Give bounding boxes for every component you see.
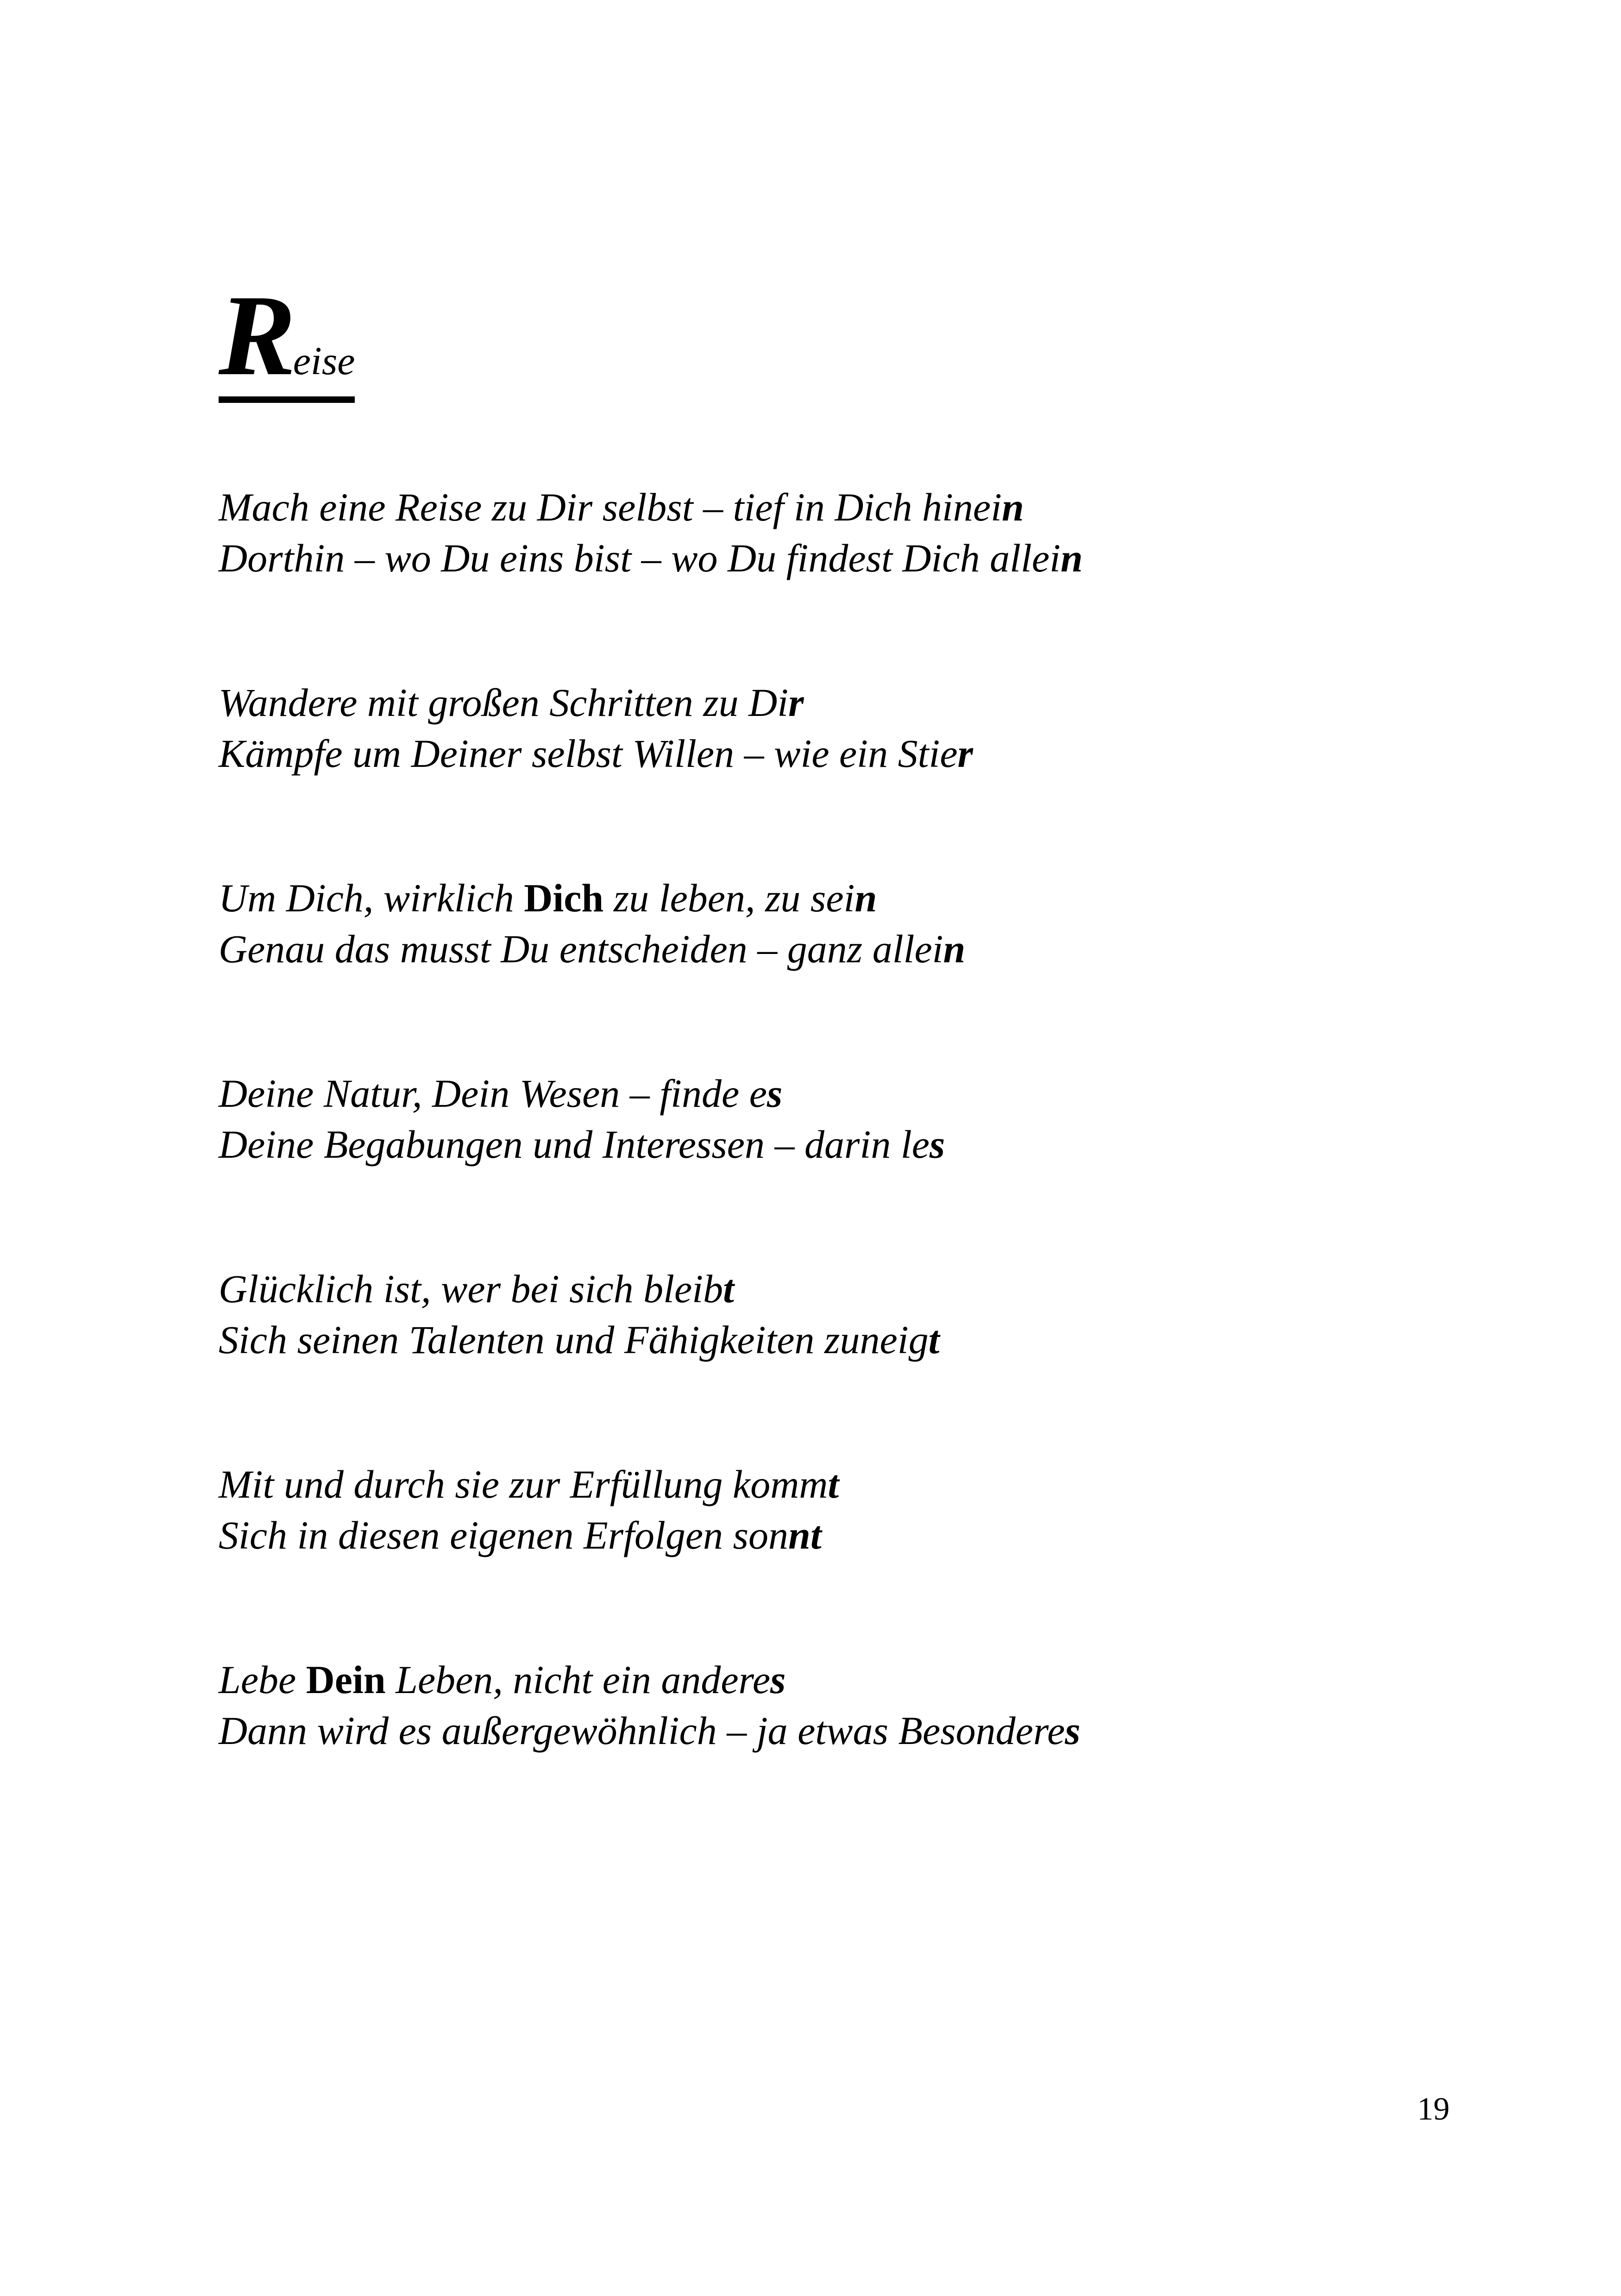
rhyme-ending: s — [1065, 1708, 1081, 1753]
verse-line — [219, 1459, 839, 1510]
verse-text: Sich seinen Talenten und Fähigkeiten zuneig — [219, 1317, 929, 1362]
verse-line — [219, 1263, 940, 1314]
verse-text: Sich in diesen eigenen Erfolgen son — [219, 1513, 788, 1557]
rhyme-ending: s — [929, 1122, 945, 1167]
rhyme-ending: s — [767, 1071, 783, 1116]
stanza-1 — [219, 482, 1083, 583]
rhyme-ending: t — [723, 1267, 735, 1311]
verse-line — [219, 533, 1083, 583]
verse-text: Dorthin – wo Du eins bist – wo Du findest Dich allei — [219, 536, 1061, 580]
rhyme-ending: n — [943, 927, 966, 971]
emphasized-word: Dein — [306, 1657, 386, 1702]
verse-line — [219, 728, 973, 779]
verse-line — [219, 872, 965, 923]
stanza-2 — [219, 677, 973, 779]
verse-text: Leben, nicht ein andere — [385, 1657, 770, 1702]
verse-text: Wandere mit großen Schritten zu Di — [219, 680, 789, 725]
verse-text: Um Dich, wirklich — [219, 876, 524, 920]
stanza-7 — [219, 1654, 1081, 1756]
verse-text: Mit und durch sie zur Erfüllung komm — [219, 1462, 828, 1506]
verse-line — [219, 1654, 1081, 1705]
stanza-4 — [219, 1068, 945, 1170]
emphasized-word: Dich — [524, 876, 604, 920]
verse-text: Mach eine Reise zu Dir selbst – tief in Dich hinei — [219, 485, 1002, 529]
verse-text: Deine Natur, Dein Wesen – finde e — [219, 1071, 767, 1116]
stanza-6 — [219, 1459, 839, 1561]
rhyme-ending: r — [788, 680, 804, 725]
rhyme-ending: n — [1060, 536, 1083, 580]
title-rest: eise — [293, 339, 355, 383]
rhyme-ending: nt — [788, 1513, 822, 1557]
rhyme-ending: n — [854, 876, 877, 920]
verse-line — [219, 1119, 945, 1170]
rhyme-ending: n — [1001, 485, 1024, 529]
rhyme-ending: t — [928, 1317, 940, 1362]
rhyme-ending: r — [957, 731, 974, 776]
verse-text: Genau das musst Du entscheiden – ganz allei — [219, 927, 943, 971]
page-number: 19 — [1417, 2091, 1450, 2127]
verse-text: Dann wird es außergewöhnlich – ja etwas Besondere — [219, 1708, 1065, 1753]
stanza-3 — [219, 872, 965, 974]
stanza-5 — [219, 1263, 940, 1365]
rhyme-ending: s — [770, 1657, 786, 1702]
verse-text: Kämpfe um Deiner selbst Willen – wie ein Stie — [219, 731, 958, 776]
verse-line — [219, 482, 1083, 533]
page-title — [219, 271, 355, 403]
rhyme-ending: t — [828, 1462, 839, 1506]
verse-line — [219, 677, 973, 728]
verse-line — [219, 1068, 945, 1119]
verse-text: Deine Begabungen und Interessen – darin le — [219, 1122, 930, 1167]
verse-text: Lebe — [219, 1657, 306, 1702]
verse-line — [219, 923, 965, 974]
verse-text: zu leben, zu sei — [603, 876, 855, 920]
title-initial: R — [219, 271, 296, 400]
verse-text: Glücklich ist, wer bei sich bleib — [219, 1267, 723, 1311]
verse-line — [219, 1705, 1081, 1756]
verse-line — [219, 1510, 839, 1561]
verse-line — [219, 1314, 940, 1365]
